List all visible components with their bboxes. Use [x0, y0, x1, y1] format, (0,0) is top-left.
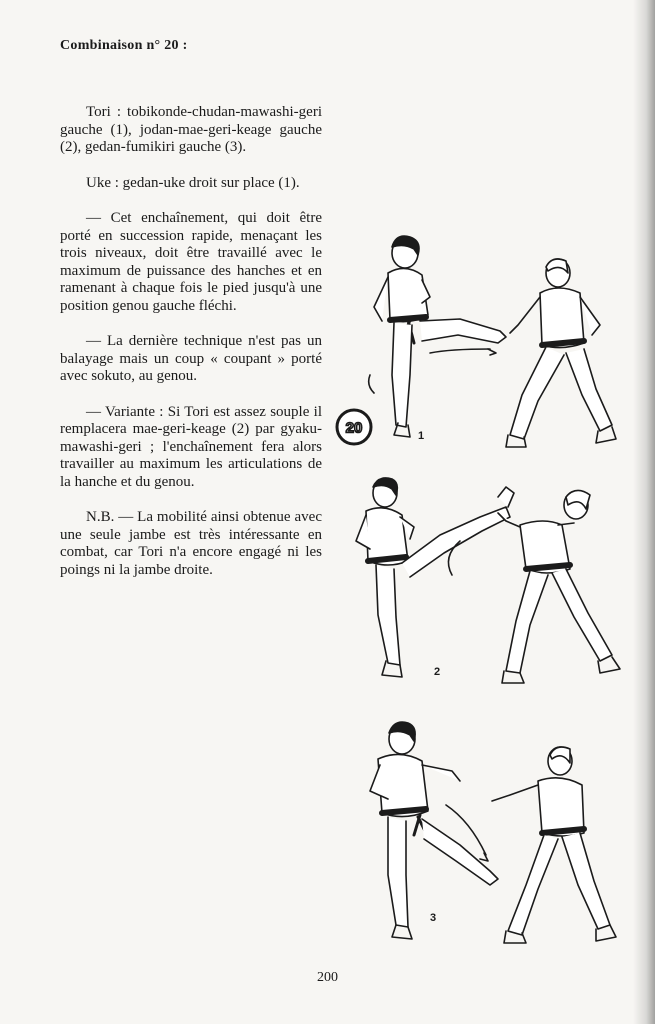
page-number: 200 [317, 970, 338, 985]
figure-1-uke [506, 259, 616, 447]
illustrations [330, 225, 630, 965]
paragraph-last-technique: — La dernière technique n'est pas un balayage mais un coup « coupant » porté avec sokuto, au genou. [60, 333, 322, 384]
figure-3-uke [492, 747, 616, 943]
figure-2-label: 2 [434, 666, 441, 678]
combination-heading: Combinaison n° 20 : [60, 38, 188, 53]
figure-1-tori [369, 236, 506, 437]
paragraph-uke: Uke : gedan-uke droit sur place (1). [86, 174, 300, 191]
paragraph-tori: Tori : tobikonde-chudan-mawashi-geri gauche (1), jodan-mae-geri-keage gauche (2), gedan-fumikiri gauche (3). [60, 104, 322, 155]
figure-3-tori [370, 722, 498, 939]
paragraph-variant: — Variante : Si Tori est assez souple il remplacera mae-geri-keage (2) par gyaku-mawashi-geri ; l'enchaînement fera alors travailler au maximum les articulations de la hanche et du genou. [60, 403, 322, 490]
paragraph-nb: N.B. — La mobilité ainsi obtenue avec une seule jambe est très intéressante en combat, car Tori n'a encore engagé ni les poings ni la jambe droite. [60, 509, 322, 578]
figure-3-label: 3 [430, 912, 437, 924]
combination-badge [335, 408, 373, 446]
figure-1-label: 1 [418, 430, 425, 442]
paragraph-sequence: — Cet enchaînement, qui doit être porté en succession rapide, menaçant les trois niveaux, doit être travaillé avec le maximum de puissance des hanches et en ramenant à chaque fois le pied jusqu'à une position genou gauche fléchi. [60, 210, 322, 314]
figure-2-tori [356, 478, 514, 677]
body-text [60, 104, 322, 597]
karate-illustrations [330, 225, 630, 965]
combination-badge-number: 20 [345, 419, 363, 437]
page-edge-shadow [633, 0, 655, 1024]
